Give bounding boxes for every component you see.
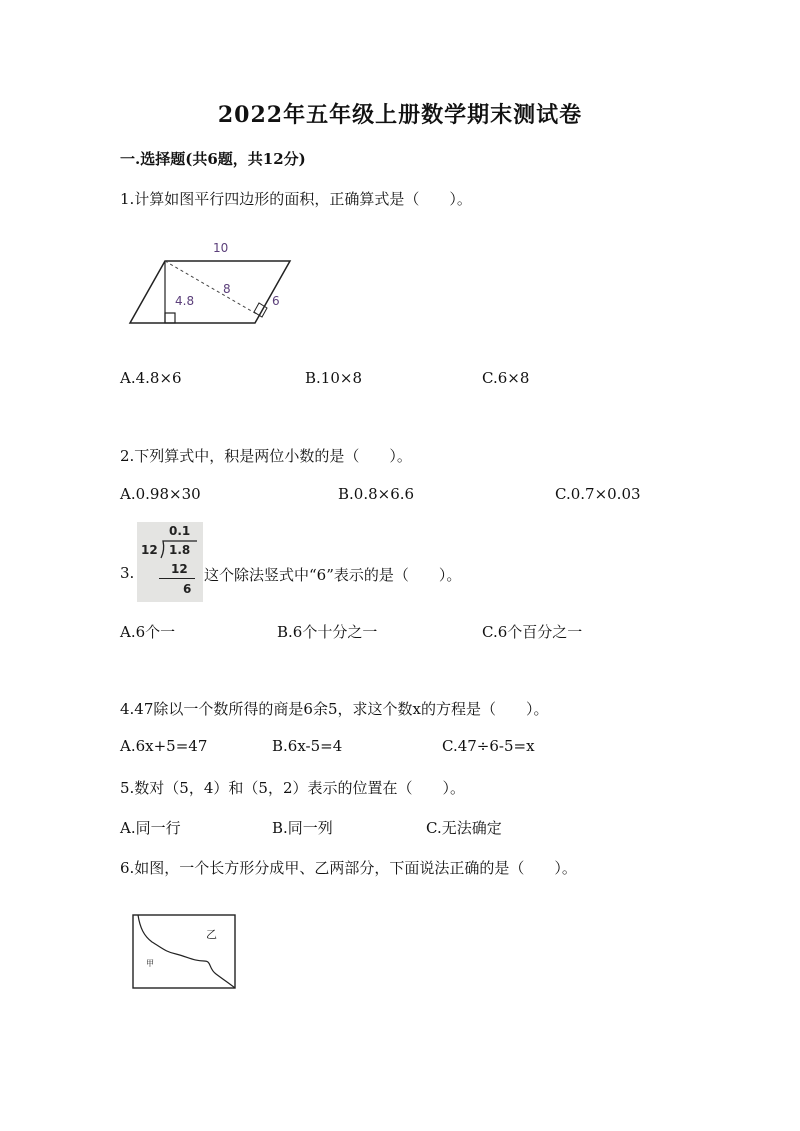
parallelogram-shape <box>130 261 290 323</box>
label-side: 6 <box>272 294 280 308</box>
question-4-stem: 4.47除以一个数所得的商是6余5，求这个数x的方程是（ ）。 <box>120 700 549 718</box>
option-2c[interactable]: C.0.7×0.03 <box>555 485 641 503</box>
question-5-stem: 5.数对（5，4）和（5，2）表示的位置在（ ）。 <box>120 779 465 797</box>
option-5a[interactable]: A.同一行 <box>120 819 181 837</box>
option-3b[interactable]: B.6个十分之一 <box>277 623 378 641</box>
label-top: 10 <box>213 241 229 255</box>
option-3c[interactable]: C.6个百分之一 <box>482 623 583 641</box>
question-2-stem: 2.下列算式中，积是两位小数的是（ ）。 <box>120 447 412 465</box>
product: 12 <box>171 562 188 576</box>
option-3a[interactable]: A.6个一 <box>120 623 176 641</box>
rectangle-partition-figure <box>130 912 238 992</box>
question-6-stem: 6.如图，一个长方形分成甲、乙两部分，下面说法正确的是（ ）。 <box>120 859 577 877</box>
subtraction-line <box>159 578 195 579</box>
remainder: 6 <box>183 582 192 596</box>
parallelogram-figure <box>125 238 295 330</box>
option-1a[interactable]: A.4.8×6 <box>120 369 182 387</box>
option-2a[interactable]: A.0.98×30 <box>120 485 201 503</box>
label-part-a: 甲 <box>146 959 154 968</box>
option-4c[interactable]: C.47÷6-5=x <box>442 737 535 755</box>
option-4b[interactable]: B.6x-5=4 <box>272 737 343 755</box>
curved-boundary <box>138 915 235 988</box>
label-height: 4.8 <box>175 294 195 308</box>
option-1c[interactable]: C.6×8 <box>482 369 530 387</box>
quotient: 0.1 <box>169 524 191 538</box>
divisor: 12 <box>141 543 158 557</box>
option-5c[interactable]: C.无法确定 <box>426 819 502 837</box>
option-2b[interactable]: B.0.8×6.6 <box>338 485 415 503</box>
dividend: 1.8 <box>169 543 191 557</box>
question-3-number: 3. <box>120 564 135 582</box>
question-3-stem: 这个除法竖式中“6”表示的是（ ）。 <box>204 566 462 584</box>
right-angle-mark <box>165 313 175 323</box>
long-division-image <box>137 522 203 602</box>
option-1b[interactable]: B.10×8 <box>305 369 362 387</box>
question-1-stem: 1.计算如图平行四边形的面积，正确算式是（ ）。 <box>120 190 472 208</box>
label-part-b: 乙 <box>206 928 217 941</box>
section-heading: 一.选择题(共6题，共12分) <box>120 150 306 168</box>
page-title: 2022年五年级上册数学期末测试卷 <box>217 102 583 128</box>
label-diagonal: 8 <box>223 282 231 296</box>
option-4a[interactable]: A.6x+5=47 <box>120 737 208 755</box>
option-5b[interactable]: B.同一列 <box>272 819 333 837</box>
